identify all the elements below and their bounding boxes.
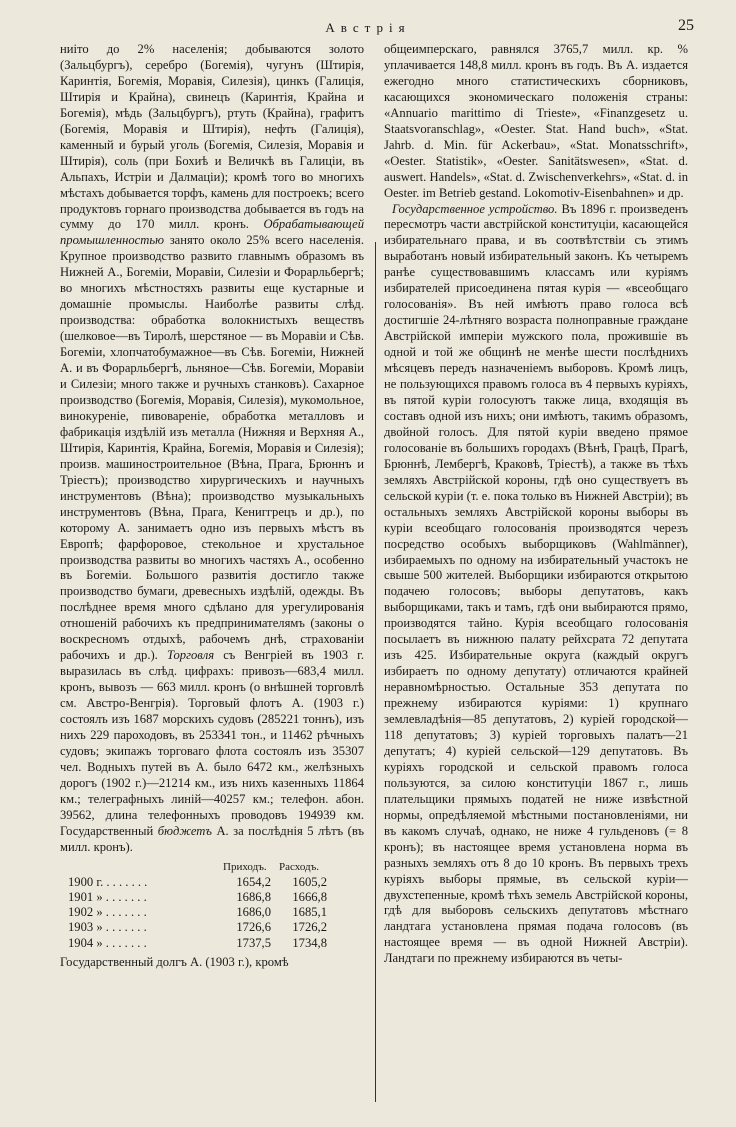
running-title: Австрія: [325, 20, 411, 35]
table-row: [68, 890, 364, 905]
running-head: [0, 14, 736, 38]
budget-income: 1737,5: [236, 935, 271, 950]
left-column: [60, 42, 364, 971]
budget-col-income: Приходъ.: [223, 860, 267, 873]
budget-year: 1901 » . . . . . . .: [68, 890, 147, 905]
budget-year: 1903 » . . . . . . .: [68, 920, 147, 935]
right-column: [384, 42, 688, 967]
paragraph-debt: Государственный долгъ А. (1903 г.), кромѣ: [60, 954, 289, 969]
budget-income: 1686,8: [236, 890, 271, 905]
text-industry: занято около 25% всего населенія. Крупное производство развито главнымъ образомъ въ Нижней А., Богеміи, Моравіи, Силезіи и Форарльбергѣ; во многихъ мѣстностяхъ развиты еще кустарные и домашніе промыслы. Наиболѣе развиты слѣд. производства: обработка волокнистыхъ веществъ (шелковое—въ Тиролѣ, шерстяное — въ Моравіи и Сѣв. Богеміи, хлопчатобумажное—въ Сѣв. Богеміи, Нижней А. и въ Форарльбергѣ, льняное—Сѣв. Богеміи, Моравіи и Силезіи; много также и ручныхъ станковъ). Сахарное производство (Богемія, Моравія, Силезія), мукомольное, винокуреніе, пивовареніе, обработка металловъ и фабрикація издѣлій изъ металла (Нижняя и Верхняя А., Штирія, Каринтія, Крайна, Богемія, Моравія и Силезія); произв. машиностроительное (Вѣна, Прага, Брюннъ и Тріестъ); производство хирургическихъ и научныхъ инструментовъ (Вѣна); производство музыкальныхъ инструментовъ (Вѣна, Прага, Кениггрецъ и др.), по которому А. занимаетъ одно изъ первыхъ мѣстъ въ Европѣ; фарфоровое, стекольное и хрустальное производства развиты во многихъ частяхъ А., особенно въ Богеміи. Большого развитія достигло также производство бумаги, древесныхъ издѣлій, одежды. Въ послѣднее время много сдѣлано для урегулированія отношеній рабочихъ къ предпринимателямъ (законы о воскресномъ отдыхѣ, рабочемъ днѣ, страхованіи рабочихъ и др.).: [60, 233, 364, 663]
italic-term-trade: Торговля: [166, 648, 215, 663]
italic-term-industry: Обрабатывающей промышленностью: [60, 217, 364, 248]
budget-table-header: [68, 860, 364, 875]
budget-expense: 1734,8: [292, 935, 327, 950]
table-row: [68, 920, 364, 935]
table-row: [68, 905, 364, 920]
table-row: [68, 875, 364, 890]
budget-income: 1726,6: [236, 920, 271, 935]
text-mining: ниіто до 2% населенія; добываются золото (Зальцбургъ), серебро (Богемія), чугунъ (Штирія, Каринтія, Богемія, Моравія, Силезія), цинкъ (Галиція, Штирія и Крайна), свинецъ (Каринтія, Крайна и Богемія), мѣдь (Зальцбургъ), ртуть (Крайна), графитъ (Богемія, Моравія и Штирія), нефть (Галиція), каменный и бурый уголь (Богемія, Силезія, Моравія и Штирія), соль (при Бохиѣ и Величкѣ въ Галиціи, въ Альпахъ, Истріи и Далмаціи); кромѣ того во многихъ мѣстахъ добывается торфъ, камень для построекъ; всего продуктовъ горнаго производства добывается въ годъ на сумму до 170 милл. кронъ.: [60, 42, 364, 232]
table-row: [68, 936, 364, 951]
text-budget-intro: А. за послѣднія 5 лѣтъ (въ милл. кронъ).: [60, 823, 364, 854]
text-government: Въ 1896 г. произведенъ пересмотръ части австрійской конституціи, касающейся избирательнаго права, и въ соотвѣтствіи съ этимъ выработанъ новый избирательный законъ. Къ четыремъ ранѣе существовавшимъ классамъ или куріямъ избирателей присоединена пятая курія — «всеобщаго голосованія». Въ ней имѣютъ право голоса всѣ достигшіе 24-лѣтняго возраста полноправные граждане Австрійской имперіи мужского пола, прожившіе въ одной и той же общинѣ не менѣе шести послѣднихъ мѣсяцевъ передъ назначеніемъ выборовъ. Кромѣ лицъ, не пользующихся правомъ голоса въ 4 первыхъ куріяхъ, въ пятой куріи голосуютъ также лица, входящія въ составъ одной изъ нихъ; они имѣютъ, такимъ образомъ, двойной голосъ. Для пятой куріи введено прямое голосованіе въ большихъ городахъ (Вѣнѣ, Грацѣ, Прагѣ, Брюннѣ, Лембергѣ, Краковѣ, Тріестѣ), а также въ тѣхъ земляхъ Австрійской короны, гдѣ оно существуетъ въ сельской куріи (т. е. пока только въ Нижней Австріи); въ остальныхъ земляхъ Австрійской короны выборы въ куріи всеобщаго голосованія производятся черезъ посредство особыхъ выборщиковъ (Wahlmänner), избираемыхъ по одному на избирательный участокъ не свыше 500 жителей. Выборщики избираются открытою подачею голосовъ; выборы депутатовъ, какъ выборщиками, такъ и тамъ, гдѣ они выбираются прямо, производятся тайно. Курія всеобщаго голосованія посылаетъ въ нижнюю палату рейхсрата 72 депутата изъ 425. Избирательные округа (каждый округъ избираетъ по одному депутату) отличаются крайней неравномѣрностью. Остальные 353 депутата по прежнему избираются куріями: 1) крупнаго землевладѣнія—85 депутатовъ, 2) куріей городской—118 депутатовъ; 3) куріей торговыхъ палатъ—21 депутатъ; 4) куріей сельской—129 депутатовъ. Въ куріяхъ городской и сельской правомъ голоса пользуются, за силою конституціи 1867 г., лишь плательщики прямыхъ податей не ниже извѣстной нормы, опредѣляемой мѣстными постановленіями, ни въ какомъ случаѣ, однако, не ниже 4 гульденовъ (= 8 кронъ); въ настоящее время установлена норма въ разныхъ земляхъ отъ 8 до 10 кронъ. Въ первыхъ трехъ куріяхъ выборы прямые, въ сельской куріи—двухстепенные, кромѣ тѣхъ земель Австрійской короны, гдѣ для выборовъ сельскихъ депутатовъ мѣстнаго ландтага установлена прямая подача голосовъ (въ настоящее время — въ одной Нижней Австріи). Ландтаги по прежнему избираются въ четы-: [384, 201, 689, 966]
budget-expense: 1685,1: [292, 905, 327, 920]
page-number: 25: [678, 17, 694, 34]
budget-col-expense: Расходъ.: [279, 860, 320, 873]
budget-expense: 1726,2: [292, 920, 327, 935]
budget-table: [68, 860, 364, 951]
paragraph-mining: [60, 42, 364, 856]
column-divider: [375, 242, 376, 1102]
budget-income: 1686,0: [236, 905, 271, 920]
budget-year: 1904 » . . . . . . .: [68, 935, 147, 950]
italic-term-budget: бюджетъ: [157, 823, 212, 838]
budget-expense: 1605,2: [292, 874, 327, 889]
italic-term-government: Государственное устройство.: [391, 201, 558, 216]
budget-year: 1902 » . . . . . . .: [68, 905, 147, 920]
budget-expense: 1666,8: [292, 890, 327, 905]
text-trade: съ Венгріей въ 1903 г. выразилась въ слѣд. цифрахъ: привозъ—683,4 милл. кронъ, вывозъ — 663 милл. кронъ (о внѣшней торговлѣ см. Австро-Венгрія). Торговый флотъ А. (1903 г.) состоялъ изъ 1687 морскихъ судовъ (285221 тоннъ), изъ нихъ 229 пароходовъ, въ 253341 тон., и 11462 рѣчныхъ судовъ; экипажъ торговаго флота состоялъ изъ 35307 чел. Водныхъ путей въ А. было 6472 км., желѣзныхъ дорогъ (1902 г.)—21214 км., изъ нихъ казенныхъ 11864 км.; телеграфныхъ линій—40257 км.; телефон. абон. 39562, длина телефонныхъ проводовъ 194939 км. Государственный: [60, 648, 364, 838]
budget-year: 1900 г. . . . . . . .: [68, 874, 148, 889]
budget-income: 1654,2: [236, 874, 271, 889]
paragraph-statistics: общеимперскаго, равнялся 3765,7 милл. кр. % уплачивается 148,8 милл. кронъ въ годъ. Въ А. издается ежегодно много статистическихъ сборниковъ, касающихся экономическаго положенія страны: «Annuario marittimo di Trieste», «Finanzgesetz u. Staatsvoranschlag», «Oester. Stat. Hand buch», «Stat. Jahrb. d. Min. für Ackerbau», «Stat. Monatsschrift», «Oester. Statistik», «Oester. Sanitätswesen», «Stat. d. auswert. Handels», «Stat. d. Zwischenverkehrs», «Stat. d. in Oester. im Betrieb gestand. Lokomotiv-Eisenbahnen» и др.: [384, 42, 688, 200]
paragraph-government: [384, 202, 688, 968]
